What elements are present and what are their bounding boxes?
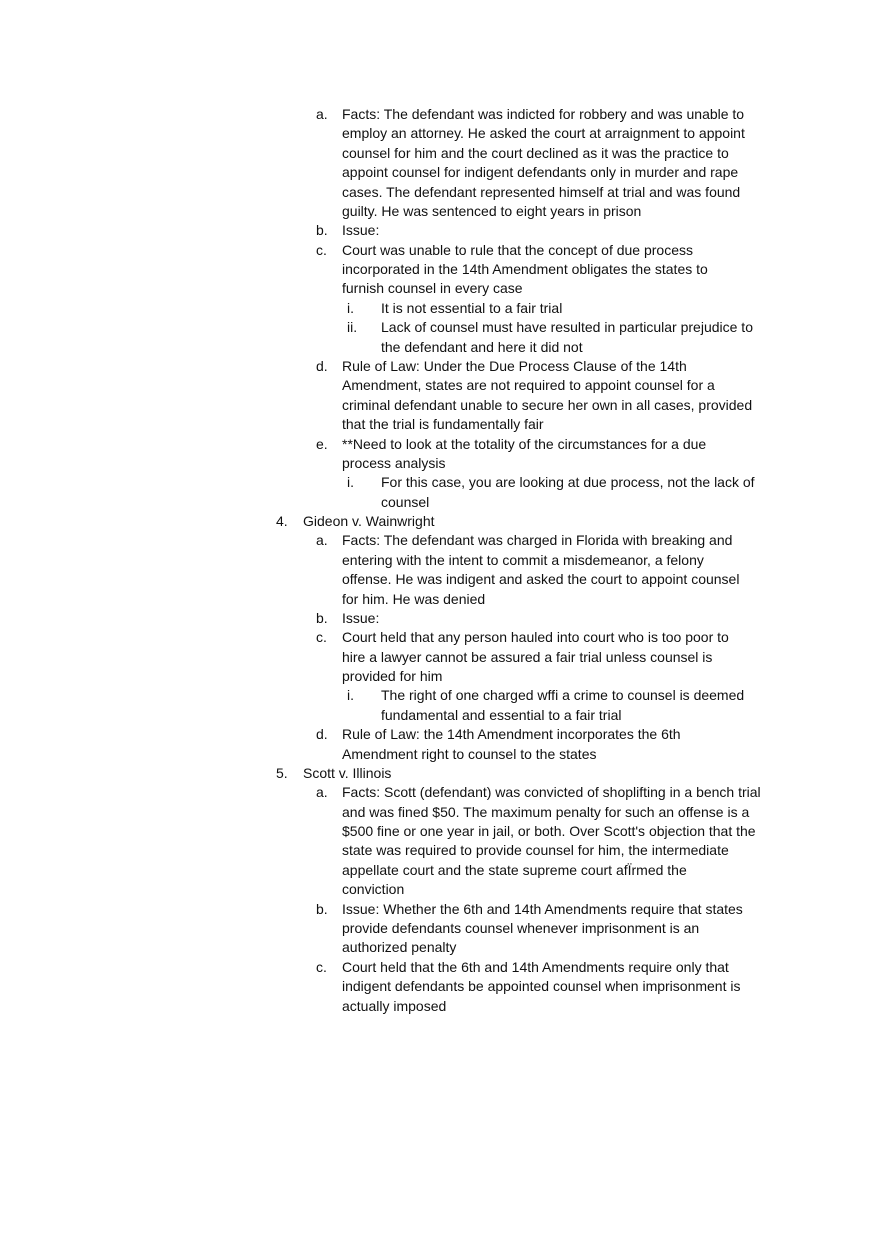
list-text: Gideon v. Wainwright (303, 513, 435, 529)
list-text: Facts: The defendant was charged in Florida with breaking and (342, 532, 733, 549)
list-text: authorized penalty (342, 939, 457, 956)
list-text: Issue: (342, 609, 380, 626)
list-marker: b. (316, 609, 328, 626)
list-marker: a. (316, 106, 328, 122)
list-text: criminal defendant unable to secure her own in all cases, provided (342, 396, 753, 413)
list-marker: i. (347, 687, 354, 704)
list-text: for him. He was denied (342, 590, 486, 607)
list-text: Facts: The defendant was indicted for robbery and was unable to (342, 106, 745, 122)
list-marker: b. (316, 900, 328, 917)
list-marker: a. (316, 784, 328, 801)
list-text: fundamental and essential to a fair trial (381, 706, 622, 723)
list-text: guilty. He was sentenced to eight years in prison (342, 202, 642, 219)
list-text: incorporated in the 14th Amendment obligates the states to (342, 261, 708, 277)
list-marker: d. (316, 357, 328, 374)
list-marker: 5. (276, 764, 288, 781)
list-text: the defendant and here it did not (381, 338, 583, 355)
list-text: counsel (381, 493, 430, 510)
list-text: furnish counsel in every case (342, 280, 523, 297)
list-marker: e. (316, 435, 328, 452)
list-text: Court was unable to rule that the concept of due process (342, 241, 693, 258)
list-marker: i. (347, 474, 354, 491)
list-text: provide defendants counsel whenever imprisonment is an (342, 920, 700, 936)
list-text: counsel for him and the court declined as it was the practice to (342, 144, 729, 161)
list-text: provided for him (342, 668, 443, 684)
list-text: Rule of Law: Under the Due Process Clause of the 14th (342, 357, 687, 374)
list-text: cases. The defendant represented himself at trial and was found (342, 183, 741, 200)
list-text: hire a lawyer cannot be assured a fair trial unless counsel is (342, 648, 713, 665)
list-text: It is not essential to a fair trial (381, 299, 563, 316)
list-text: For this case, you are looking at due process, not the lack of (381, 474, 755, 491)
list-text: conviction (342, 881, 405, 898)
list-marker: a. (316, 532, 328, 549)
list-text: offense. He was indigent and asked the court to appoint counsel (342, 571, 740, 588)
list-text: The right of one charged wffi a crime to counsel is deemed (381, 687, 745, 704)
list-text: state was required to provide counsel for him, the intermediate (342, 842, 729, 859)
list-marker: c. (316, 629, 327, 646)
list-text: Scott v. Illinois (303, 764, 392, 781)
list-text: actually imposed (342, 997, 447, 1014)
list-text: Issue: (342, 222, 380, 239)
list-text: Facts: Scott (defendant) was convicted of shoplifting in a bench trial (342, 784, 761, 801)
list-marker: 4. (276, 513, 288, 529)
list-text: entering with the intent to commit a misdemeanor, a felony (342, 551, 704, 568)
list-marker: c. (316, 958, 327, 975)
list-text: process analysis (342, 454, 446, 471)
list-text: appoint counsel for indigent defendants only in murder and rape (342, 164, 739, 181)
list-marker: b. (316, 222, 328, 239)
list-text: Court held that the 6th and 14th Amendments require only that (342, 958, 729, 975)
list-text: appellate court and the state supreme court afÏrmed the (342, 861, 687, 878)
list-text: Issue: Whether the 6th and 14th Amendments require that states (342, 900, 743, 917)
list-marker: d. (316, 726, 328, 743)
list-text: Amendment right to counsel to the states (342, 745, 597, 762)
list-text: Rule of Law: the 14th Amendment incorporates the 6th (342, 726, 681, 743)
list-text: Court held that any person hauled into court who is too poor to (342, 629, 729, 646)
list-marker: i. (347, 299, 354, 316)
list-text: and was fined $50. The maximum penalty for such an offense is a (342, 803, 750, 820)
list-text: $500 fine or one year in jail, or both. Over Scott's objection that the (342, 823, 756, 840)
list-text: Amendment, states are not required to appoint counsel for a (342, 377, 715, 394)
list-text: employ an attorney. He asked the court at arraignment to appoint (342, 125, 745, 142)
list-text: indigent defendants be appointed counsel when imprisonment is (342, 978, 741, 995)
list-text: Lack of counsel must have resulted in particular prejudice to (381, 319, 753, 336)
list-text: **Need to look at the totality of the circumstances for a due (342, 435, 707, 452)
list-marker: ii. (347, 319, 358, 336)
list-marker: c. (316, 241, 327, 258)
list-text: that the trial is fundamentally fair (342, 416, 544, 433)
